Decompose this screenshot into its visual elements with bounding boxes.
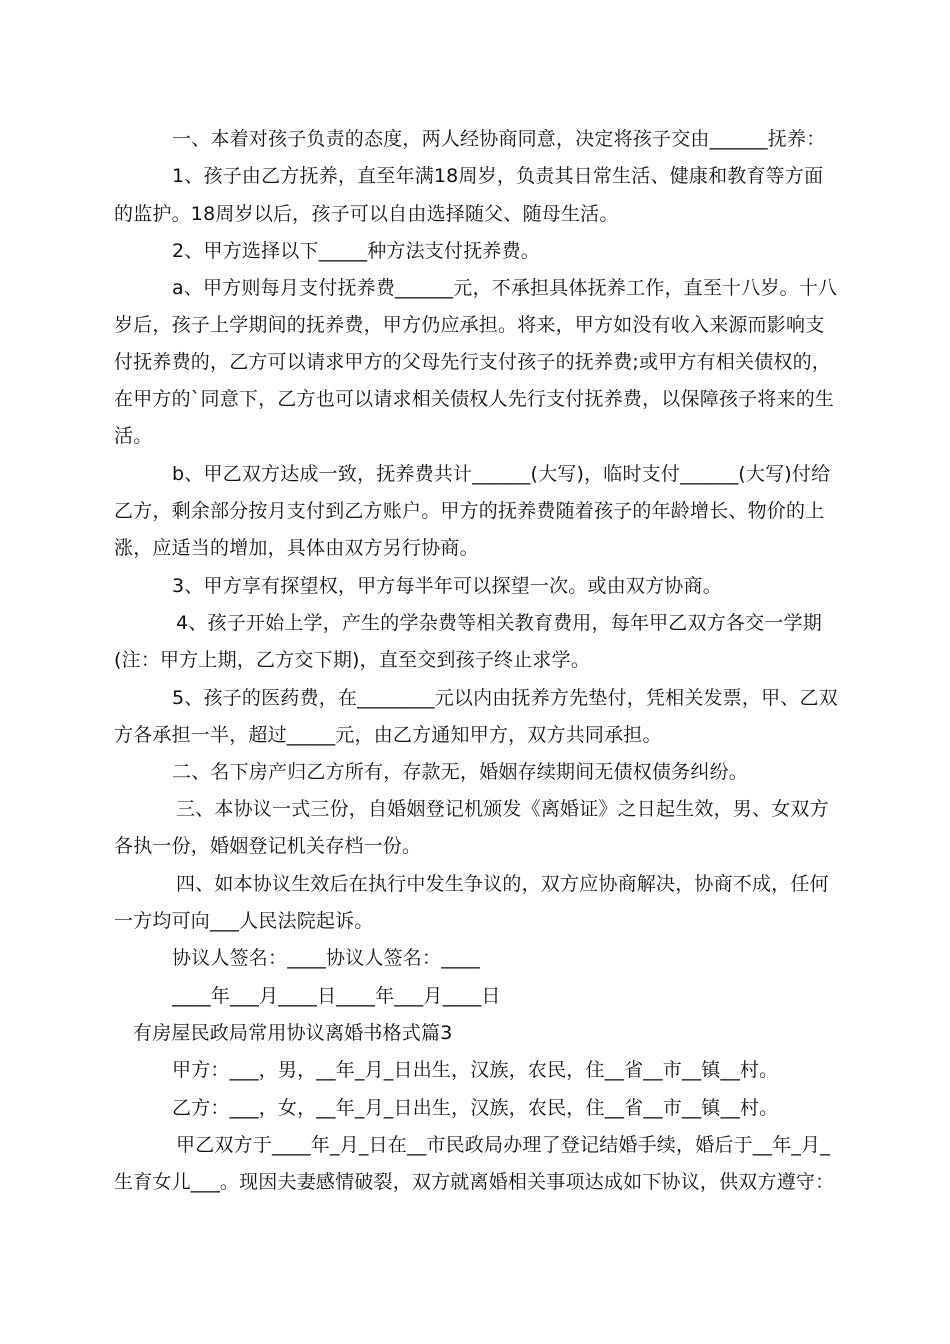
paragraph-line: 4、孩子开始上学，产生的学杂费等相关教育费用，每年甲乙双方各交一学期 xyxy=(176,612,822,634)
paragraph-line: 生育女儿___。现因夫妻感情破裂，双方就离婚相关事项达成如下协议，供双方遵守： xyxy=(114,1171,835,1193)
paragraph-line: 方各承担一半，超过_____元，由乙方通知甲方，双方共同承担。 xyxy=(114,724,662,746)
party-b-line: 乙方：___，女，__年_月_日出生，汉族，农民，住__省__市__镇__村。 xyxy=(172,1097,779,1119)
paragraph-line: 付抚养费的，乙方可以请求甲方的父母先行支付孩子的抚养费;或甲方有相关债权的， xyxy=(114,351,832,373)
party-a-line: 甲方：___，男，__年_月_日出生，汉族，农民，住__省__市__镇__村。 xyxy=(172,1059,779,1081)
paragraph-line: 二、名下房产归乙方所有，存款无，婚姻存续期间无债权债务纠纷。 xyxy=(172,761,749,783)
paragraph-line: 的监护。18周岁以后，孩子可以自由选择随父、随母生活。 xyxy=(114,203,619,225)
paragraph-line: 各执一份，婚姻登记机关存档一份。 xyxy=(114,835,422,857)
paragraph-line: 活。 xyxy=(114,425,153,447)
paragraph-line: 2、甲方选择以下_____种方法支付抚养费。 xyxy=(172,240,540,262)
paragraph-line: (注：甲方上期，乙方交下期)，直至交到孩子终止求学。 xyxy=(114,649,591,671)
paragraph-line: 岁后，孩子上学期间的抚养费，甲方仍应承担。将来，甲方如没有收入来源而影响支 xyxy=(114,314,825,336)
paragraph-line: 乙方，剩余部分按月支付到乙方账户。甲方的抚养费随着孩子的年龄增长、物价的上 xyxy=(114,500,825,522)
paragraph-line: 在甲方的`同意下，乙方也可以请求相关债权人先行支付抚养费，以保障孩子将来的生 xyxy=(114,388,835,410)
signature-line: 协议人签名：____协议人签名：____ xyxy=(172,947,481,969)
date-line: ____年___月____日____年___月____日 xyxy=(172,985,501,1007)
paragraph-line: 甲乙双方于____年_月_日在__市民政局办理了登记结婚手续，婚后于__年_月_ xyxy=(176,1134,831,1156)
paragraph-line: 三、本协议一式三份，自婚姻登记机颁发《离婚证》之日起生效，男、女双方 xyxy=(176,798,829,820)
paragraph-line: 涨，应适当的增加，具体由双方另行协商。 xyxy=(114,537,479,559)
paragraph-line: 一、本着对孩子负责的态度，两人经协商同意，决定将孩子交由______抚养： xyxy=(172,128,826,150)
paragraph-line: 3、甲方享有探望权，甲方每半年可以探望一次。或由双方协商。 xyxy=(172,575,722,597)
paragraph-line: 四、如本协议生效后在执行中发生争议的，双方应协商解决，协商不成，任何 xyxy=(176,873,829,895)
section-heading: 有房屋民政局常用协议离婚书格式篇3 xyxy=(133,1022,453,1044)
paragraph-line: 5、孩子的医药费，在________元以内由抚养方先垫付，凭相关发票，甲、乙双 xyxy=(172,687,838,709)
paragraph-line: b、甲乙双方达成一致，抚养费共计______(大写)，临时支付______(大写)付给 xyxy=(172,463,831,485)
paragraph-line: a、甲方则每月支付抚养费______元，不承担具体抚养工作，直至十八岁。十八 xyxy=(172,277,838,299)
paragraph-line: 1、孩子由乙方抚养，直至年满18周岁，负责其日常生活、健康和教育等方面 xyxy=(172,165,824,187)
paragraph-line: 一方均可向___人民法院起诉。 xyxy=(114,910,374,932)
